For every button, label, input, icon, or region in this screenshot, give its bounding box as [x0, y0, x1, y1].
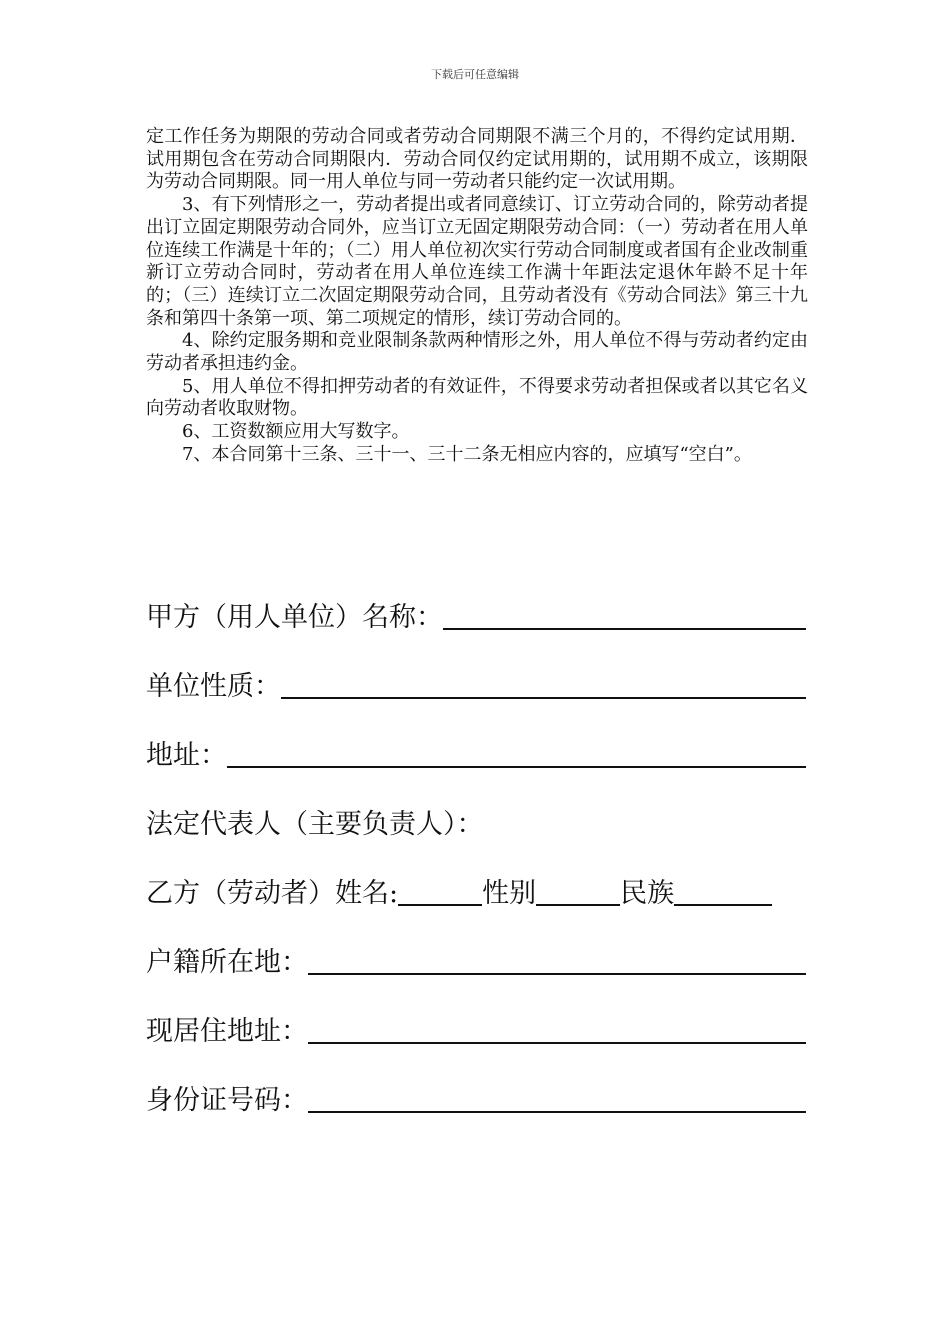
household-reg-field[interactable]: [308, 973, 806, 975]
employer-name-field[interactable]: [443, 628, 806, 630]
household-reg-row: [146, 943, 806, 979]
legal-rep-label: 法定代表人（主要负责人）：: [146, 809, 484, 840]
gender-field[interactable]: [536, 904, 620, 906]
gender-label: 性别: [482, 878, 537, 909]
address-row: [146, 736, 806, 772]
paragraph-item-7: 7、本合同第十三条、三十一、三十二条无相应内容的，应填写“空白”。: [182, 443, 752, 465]
household-reg-label: 户籍所在地：: [146, 947, 308, 978]
paragraph-item-3: 3、有下列情形之一，劳动者提出或者同意续订、订立劳动合同的，除劳动者提出订立固定期限劳动合同外，应当订立无固定期限劳动合同：（一）劳动者在用人单位连续工作满是十年的；（二）用人单位初次实行劳动合同制度或者国有企业改制重新订立劳动合同时，劳动者在用人单位连续工作满十年距法定退休年龄不足十年的；（三）连续订立二次固定期限劳动合同，且劳动者没有《劳动合同法》第三十九条和第四十条第一项、第二项规定的情形，续订劳动合同的。: [146, 194, 808, 329]
id-number-label: 身份证号码：: [146, 1085, 308, 1116]
employer-name-row: [146, 598, 806, 634]
ethnicity-label: 民族: [620, 878, 675, 909]
legal-rep-row: [146, 805, 806, 841]
unit-nature-field[interactable]: [281, 697, 806, 699]
id-number-field[interactable]: [308, 1111, 806, 1113]
contract-notes-body: [146, 126, 808, 467]
paragraph-item-6: 6、工资数额应用大写数字。: [182, 421, 410, 443]
employee-name-field[interactable]: [398, 904, 482, 906]
current-address-field[interactable]: [308, 1042, 806, 1044]
unit-nature-label: 单位性质：: [146, 671, 281, 702]
paragraph-probation: 定工作任务为期限的劳动合同或者劳动合同期限不满三个月的，不得约定试用期．试用期包含在劳动合同期限内．劳动合同仅约定试用期的，试用期不成立，该期限为劳动合同期限。同一用人单位与同一劳动者只能约定一次试用期。: [146, 126, 808, 193]
address-label: 地址：: [146, 740, 227, 771]
employee-info-row: [146, 874, 806, 910]
employee-name-label: 乙方（劳动者）姓名:: [146, 878, 399, 909]
paragraph-item-4: 4、除约定服务期和竞业限制条款两种情形之外，用人单位不得与劳动者约定由劳动者承担违约金。: [146, 330, 808, 375]
id-number-row: [146, 1081, 806, 1117]
current-address-label: 现居住地址：: [146, 1016, 308, 1047]
unit-nature-row: [146, 667, 806, 703]
employer-name-label: 甲方（用人单位）名称：: [146, 602, 443, 633]
current-address-row: [146, 1012, 806, 1048]
page-header-note: 下载后可任意编辑: [431, 68, 519, 81]
paragraph-item-5: 5、用人单位不得扣押劳动者的有效证件，不得要求劳动者担保或者以其它名义向劳动者收取财物。: [146, 375, 808, 420]
ethnicity-field[interactable]: [674, 904, 772, 906]
address-field[interactable]: [227, 766, 806, 768]
